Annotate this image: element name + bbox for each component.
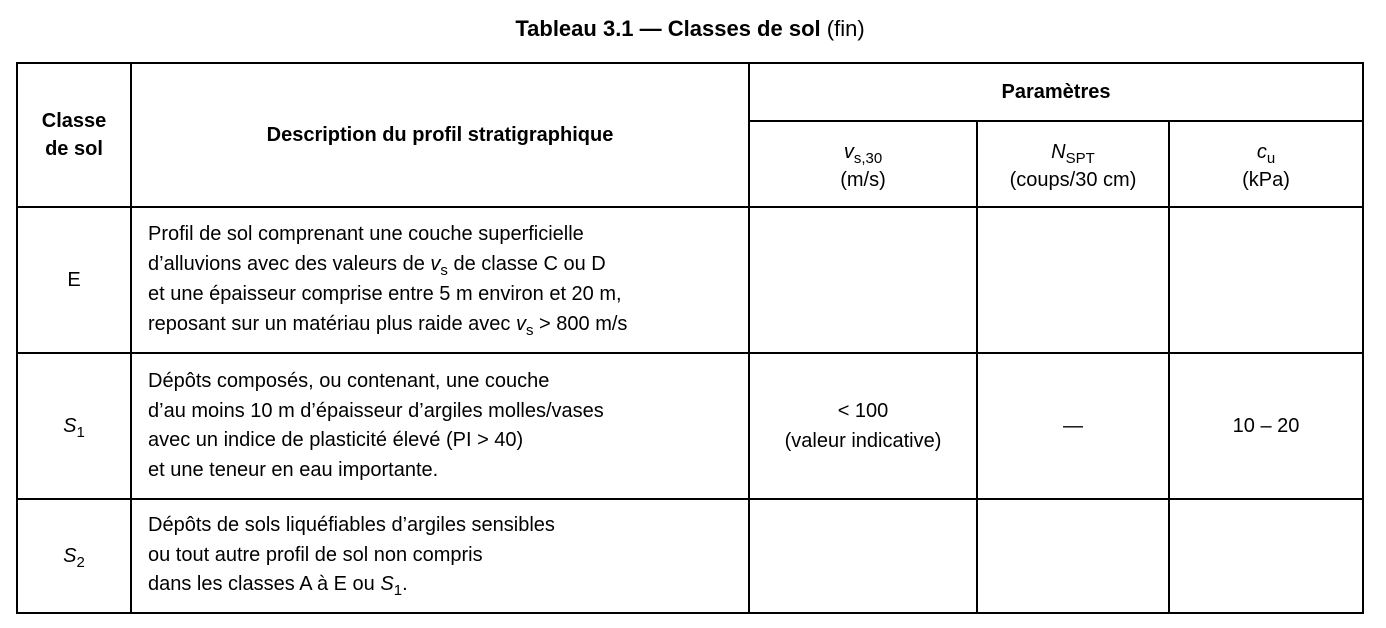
description-line: et une teneur en eau importante. [148,458,439,481]
header-vs30 [749,121,977,207]
description-line: dans les classes A à E ou $S_1$. [148,573,408,600]
vs30-cell [749,353,977,499]
description-line: reposant sur un matériau plus raide avec $v_s > 800$ m/s [148,312,628,339]
vs30-note: (valeur indicative) [784,430,942,452]
description-line: ou tout autre profil de sol non compris [148,543,483,566]
nspt-cell: — [977,353,1169,499]
header-description: Description du profil stratigraphique [131,63,749,207]
cu-cell [1169,207,1363,353]
description-line: Dépôts composés, ou contenant, une couche [148,370,550,392]
table-caption [0,14,1380,44]
caption-title: Tableau 3.1 — Classes de sol [515,16,821,41]
description-cell [131,207,749,353]
table-row [17,499,1363,613]
cu-subscript: u [1266,150,1276,167]
nspt-cell [977,207,1169,353]
cu-cell: 10 – 20 [1169,353,1363,499]
description-line: d’au moins 10 m d’épaisseur d’argiles molles/vases [148,399,604,422]
description-line: avec un indice de plasticité élevé (PI > 40) [148,429,524,451]
header-cu [1169,121,1363,207]
header-row [17,63,1363,121]
nspt-symbol: N [1051,141,1066,163]
table-row [17,353,1363,499]
vs30-value: < 100 [837,400,889,422]
header-class [17,63,131,207]
vs30-subscript: s,30 [853,150,883,167]
cu-cell [1169,499,1363,613]
vs30-symbol: v [843,141,854,163]
nspt-unit: (coups/30 cm) [1009,169,1137,191]
description-line: et une épaisseur comprise entre 5 m environ et 20 m, [148,283,622,305]
vs30-cell [749,207,977,353]
nspt-cell [977,499,1169,613]
cu-symbol: c [1256,141,1267,163]
description-line: d’alluvions avec des valeurs de $v_s$ de classe C ou D [148,252,606,279]
description-cell [131,499,749,613]
description-line: Dépôts de sols liquéfiables d’argiles sensibles [148,514,555,537]
class-cell: E [17,207,131,353]
soil-classes-table [16,62,1364,614]
header-parameters: Paramètres [749,63,1363,121]
description-cell [131,353,749,499]
caption-suffix: (fin) [826,16,865,41]
class-cell: $S_2$ [17,499,131,613]
header-class-line1: Classe [41,110,107,132]
vs30-cell [749,499,977,613]
header-class-line2: de sol [45,138,103,160]
class-cell: $S_1$ [17,353,131,499]
cu-unit: (kPa) [1242,169,1290,191]
header-nspt [977,121,1169,207]
vs30-unit: (m/s) [840,169,886,191]
description-line: Profil de sol comprenant une couche superficielle [148,223,584,245]
nspt-subscript: SPT [1065,150,1095,167]
table-row [17,207,1363,353]
